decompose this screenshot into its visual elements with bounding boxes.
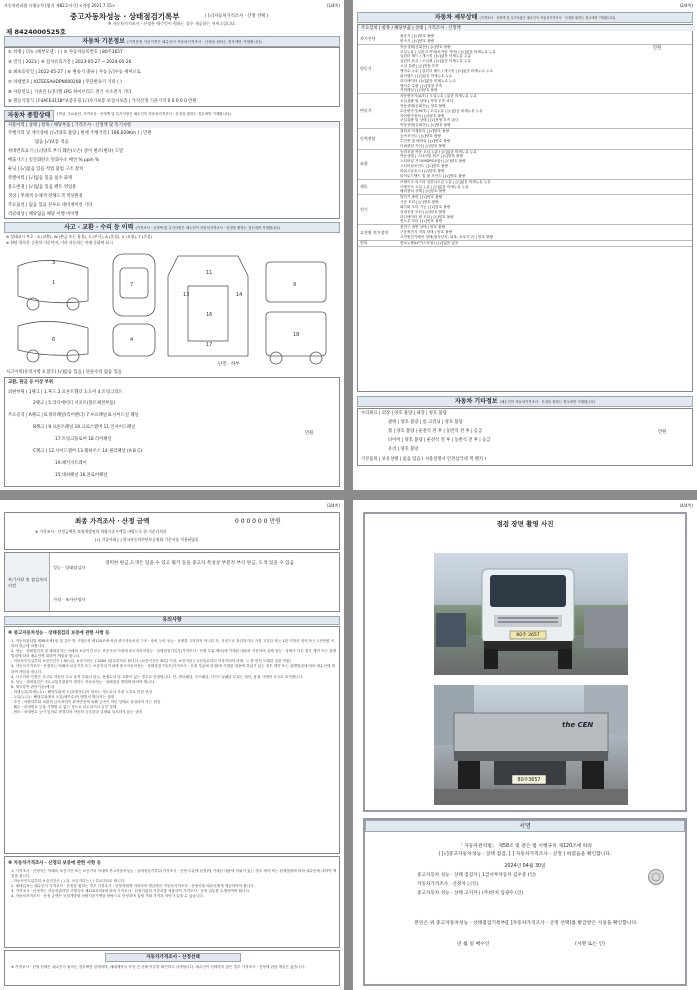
diagram-undercar-label: 단면 · 하부 (218, 362, 240, 366)
accident-section-title: 사고 · 교환 · 수리 등 이력 (64, 224, 134, 231)
exchange-head: 교환, 판금 등 이상 부위 (8, 380, 53, 385)
price-select-title: 자동차가격조사 · 산정선택 (105, 953, 241, 962)
detail-row: 클러치 어셈블리 | [√]양호 불량 (400, 129, 450, 134)
diagram-label: 18 (293, 332, 300, 338)
detail-row: 기어변속장치 | [√]양호 불량 (400, 113, 445, 118)
overall-row: 주행거리 및 계기상태 | [√]양호 불량 | 현재 주행거리 [ 186,029Km ] | 만원 (8, 131, 152, 136)
truck-rear-illustration (434, 685, 628, 805)
exchange-row: 2랭크 | 5.라디에이터 서포트(볼트체결부품) (33, 401, 116, 406)
diagram-label: 1 (52, 280, 56, 286)
diagram-label: 7 (130, 282, 134, 288)
final-price-box (4, 512, 340, 550)
notice-para: 1. 자동차관리법 제58조제1항 및 같은 법 시행규칙 제120조에 따라 중고자동차의 구조 · 장치 등의 성능 · 상태를 고지하지 아니한 자, 거짓으로 점검하거나 거짓 고지한 자는 1년 이하의 징역 또는 1천만원 이하의 벌금에 처합니다. (11, 639, 335, 649)
other-row: 기본품목 | 보유상태 | 없음 있음 ( 사용설명서 안전삼각대 잭 렌치 ) (361, 457, 487, 462)
detail-group-divider (358, 246, 692, 247)
price-unit: 만원 (305, 431, 314, 436)
detail-group-name: 동력전달 (360, 135, 376, 141)
other-row: 광택 | 양호 불량 | 룸 크리닝 | 양호 불량 (388, 420, 463, 425)
detail-row: 수동변속기(M/T) | 오일누유 | [√]없음 미세누유 누유 (400, 108, 483, 113)
photo-title: 점검 장면 촬영 사진 (496, 520, 554, 528)
detail-row: 오일 유량 | [√]적정 부족 (400, 64, 439, 69)
exchange-row: 외판부위 | 1랭크 | 1.후드 2.프론트휀더 3.도어 4.트렁크리드 (8, 390, 123, 395)
price-unit: 만원 (653, 46, 662, 51)
exchange-row: C랭크 | 12.사이드멤버 13.휠하우스 14.필러패널 (A B C) (33, 449, 143, 454)
price-unit: 만원 (658, 430, 667, 435)
subtitle: ※ 자동차가격조사 · 산정은 매수인이 원하는 경우 제공하는 서비스입니다. (107, 21, 237, 26)
detail-row: 시동 모터 | [√]양호 불량 (400, 200, 439, 205)
page-number: (4/4쪽) (679, 503, 693, 508)
price-select-box (4, 950, 340, 986)
final-price-note-2: [√] 기술사회 [ ] 한국자동차진단보증협회 기준서를 적용하였음 (95, 537, 199, 542)
diagram-label: 9 (293, 282, 297, 288)
notice-para: 3. 자동차가격조사 · 산정자는 아래의 보증기간 또는 보증거리 이내에 중고자동차성능 · 상태점검기록부(가격조사 · 산정 부분에 한정)에 기재된 내용에 허위가 있는 경우 계약 또는 관계법령에 따라 매수인에 대하여 책임을 집니다. (11, 664, 336, 674)
detail-group-name: 고전원 전기장치 (360, 229, 389, 235)
signer-inspector: 중고자동차 성능 · 상태 점검자 | 1급서부자동차 김우중 (인) (417, 873, 536, 878)
detail-group-name: 조향 (360, 161, 368, 167)
detail-group-name: 연료 (360, 240, 368, 246)
overall-row: 차대번호표기 | [√]양호 부식 훼손(오손) 상이 변조(변타) 도말 (8, 149, 124, 154)
detail-group-name: 제동 (360, 183, 368, 189)
page-number: (1/4쪽) (326, 3, 340, 8)
notice-head: ※ 중고자동차성능 · 상태점검의 보증에 관한 사항 등 (8, 631, 110, 636)
detail-head: 주요장치 | 항목 / 해당부품 | 상태 | 가격조사 · 산정액 (358, 25, 695, 31)
detail-row: 작동상태(공회전) | 양호 불량 (400, 103, 446, 108)
exchange-row: 19.패키지트레이 (55, 461, 87, 466)
signature-frame (363, 818, 687, 986)
inspection-photo-front (434, 553, 628, 675)
detail-row: 충전구 절연 상태 | 양호 불량 (400, 225, 446, 230)
detail-row: 고전원전기배선 상태(접속단자, 피복, 보호기구) | 양호 불량 (400, 235, 493, 239)
final-price-title: 최종 가격조사 · 산정 금액 (75, 517, 150, 525)
basic-row: ⑦ 차대번호 | KLTEESAHDPN000208 | 무단변속기 기타 ( ) (8, 80, 122, 85)
price-para: 1. 가격조사 · 산정자는 아래의 보증기간 또는 보증거리 이내에 중고자동차성능 · 상태점검기록부(가격조사 · 산정 부분에 한정)에 기재된 내용에 허위가 있는 경우 계약 또는 관계법령에 따라 매수인에 대하여 책임을 집니다. (11, 869, 337, 879)
basic-row: ⑨ 원동기형식 | F4AFE411B*보증유형 [√]자가보증 보험사보증 | 가격산정 기준가격 0 0 0 0 0 만원 (8, 99, 197, 104)
notice-para: 4. 사고이력 인정은 사고로 자동차 주요 골격 부위의 판금, 용접수리 및 교환이 있는 경우로 한정합니다. 단, 쿼터패널, 루프패널, 사이드실패널 부위는 절단, 용접 시에만 사고로 표기합니다. (11, 674, 304, 679)
page-number: (2/4쪽) (679, 3, 693, 8)
other-info-table (357, 408, 693, 466)
accident-legend-2: ※ 하단 항목은 승용차 기준이며, 기타 자동차는 이에 준하여 표시 (6, 240, 113, 245)
detail-row: 와이퍼 모터 기능 | [√]양호 불량 (400, 204, 451, 209)
basic-info-section (4, 36, 340, 47)
overall-head: 사용이력 | 상태 | 항목 / 해당부품 | 가격조사 · 산정액 및 특기사항 (8, 122, 338, 128)
overall-row: 용도변경 | [√]없음 있음 렌트 영업용 (8, 185, 77, 190)
buyer-confirm-date: 년 월 일 매수인 (457, 942, 490, 947)
form-reference: 자동차관리법 시행규칙 [별지 제82호서식] <개정 2021.7.15> (4, 3, 116, 8)
overall-row: 배출가스 | 일산화탄소 탄화수소 매연 % ppm % (8, 158, 100, 163)
accident-legend: ※ 상태표시 부호 : X (교환), W (판금 또는 용접), C (부식), A (흠집), U (요철), T (손상) (6, 234, 153, 239)
detail-group-name: 변속기 (360, 108, 372, 114)
detail-group-name: 전기 (360, 206, 368, 212)
special-notes-label: 특기사항 및 점검자의 의견 (8, 577, 48, 588)
detail-row: 구동축전지 격리 상태 | 양호 불량 (400, 230, 453, 235)
detail-row: 원동기 | [√]양호 불량 (400, 34, 435, 38)
notice-para: - 자동차인도일부터 보증기간은 ( 30 )일, 보증거리는 ( 2000 )킬로미터로 합니다. (보증기간은 30일 이상, 보증거리는 2천킬로미터 이상이어야 하며, 그 중 먼저 도래한 것을 적용) (11, 659, 291, 664)
accident-history: 사고이력(유의사항 4 참조) [√]없음 있음 | 단순수리 없음 있음 (6, 370, 122, 375)
overall-row: 색상 | 무채색 유채색 전체도색 색상변경 (8, 194, 83, 199)
price-examiner-label: 가격 · 조사산정자 (53, 597, 86, 602)
inspector-label: 성능 · 상태점검자 (53, 565, 86, 570)
car-damage-diagram (8, 246, 336, 366)
signature-statement-1: 「 자동차관리법」 제58조 및 같은 법 시행규칙 제120조에 따라 (457, 844, 593, 849)
license-plate-rear: 80주3657 (517, 778, 541, 783)
notice-box (4, 626, 340, 854)
price-para: 4. 자동차가격조사 · 산정 금액은 보험개발원 차량기준가액을 바탕으로 산정하며 실제 거래 가격과 차이가 있을 수 있습니다. (11, 894, 204, 899)
basic-row: ⑧ 사용연료 | 가솔린 [√]디젤 LPG 하이브리드 전기 수소전기 기타 (8, 90, 132, 95)
page-4 (353, 500, 697, 990)
detail-row: 윈도우 모터 | [√]양호 불량 (400, 219, 443, 224)
detail-row: 냉각수 누수 | 실린더 헤드 / 개스킷 | [√]없음 미세누수 누수 (400, 68, 494, 73)
other-info-note: (매수인이 자동차가격조사 · 산정을 원하는 경우에만 기재합니다) (499, 400, 596, 404)
detail-row: 실린더 블록 / 오일팬 | [√]없음 미세누유 누유 (400, 59, 472, 64)
price-guarantee-head: ※ 자동차가격조사 · 산정의 보증에 관한 사항 등 (8, 861, 101, 866)
diagram-label: 14 (236, 292, 243, 298)
overall-section-title: 자동차 종합상태 (4, 110, 54, 121)
detail-row: 냉각수 수량 | [√]적정 부족 (400, 83, 443, 88)
notice-para: - 누유(누수) : 해당부위에서 오일(냉각수)이 맺혀서 떨어지는 상태 (11, 695, 114, 700)
diagram-label: 6 (52, 337, 56, 343)
diagram-label: 16 (206, 312, 213, 318)
basic-row: ③ 연식 | 2023 | ④ 검사유효기간 | 2023-05-27 ~ 2024-05-26 (8, 60, 132, 65)
other-row: 휠 | 양호 불량 | 운전석 전 후 | 동반석 전 후 | 응급 (388, 429, 483, 434)
accident-note: (가격조사 · 산정액 및 특기사항은 매수인이 자동차가격조사 · 산정을 원하는 경우에만 기재합니다) (135, 226, 280, 230)
price-para: 2. 매매업자는 매수인이 가격조사 · 산정을 원하는 경우 가격조사 · 산정자에게 의뢰하여 발급받은 자동차가격조사 · 산정서를 매수인에게 제공하여야 합니다. (11, 884, 255, 889)
exchange-row: 15.대쉬패널 16.플로어패널 (55, 473, 108, 478)
overall-row: 튜닝 | [√]없음 있음 적법 불법 구조 장치 (8, 167, 84, 172)
detail-table (357, 24, 693, 392)
detail-row: 오일유량 및 상태 | 적정 부족 과다 (400, 99, 454, 104)
basic-row: ① 차명 | 더뉴 (세부모델 : ) | ② 자동차등록번호 | 80주3657 (8, 50, 123, 55)
detail-row: 스티어링 기어(MDPS포함) | [√]양호 불량 (400, 159, 466, 164)
exchange-row: B랭크 | 9.프론트패널 10.크로스멤버 11.인사이드패널 (33, 425, 136, 430)
diagram-label: 17 (206, 342, 213, 348)
detail-row: 추진축 및 베어링 | [√]양호 불량 (400, 138, 451, 143)
signer-notifier: 중고자동차 성능 · 상태 고지자 | (주)한치 임광수 (인) (417, 891, 524, 896)
truck-logo: the CEN (562, 721, 594, 729)
signature-date: 2024년 04월 30일 (504, 864, 546, 869)
diagram-label: 4 (130, 337, 134, 343)
overall-note: (색상, 주요옵션, 가격조사 · 산정액 및 특기사항은 매수인이 자동차가격조사 · 산정을 원하는 경우에만 기재합니다) (57, 112, 231, 116)
detail-row: 작동상태 | 스티어링 펌프 | [√]양호 불량 (400, 154, 463, 159)
detail-title: 자동차 세부상태 (434, 14, 478, 21)
basic-info-table (4, 47, 340, 107)
price-para: - 자동차인도일부터 보증기간은 ( ) 일, 보증거리는 ( ) 킬로미터로 합니다. (11, 879, 126, 884)
basic-row: ⑤ 최초등록일 | 2022-05-27 | ⑥ 변속기 종류 | 자동 [√]수동 세미오토 (8, 70, 141, 75)
diagram-label: 13 (183, 292, 190, 298)
notice-title: 유의사항 (4, 616, 340, 625)
detail-row: 작동상태(공회전) | [√]양호 불량 (400, 123, 451, 128)
detail-note: (가격조사 · 산정액 및 특기사항은 매수인이 자동차가격조사 · 산정을 원하는 경우에만 기재합니다) (479, 16, 616, 20)
detail-row: 변속기 | [√]양호 불량 (400, 38, 435, 43)
buyer-confirm-text: 본인은 위 중고자동차성능 · 상태점검기록부([ ]자동차가격조사 · 산정 선택)를 발급받은 사실을 확인합니다. (414, 921, 638, 926)
detail-row: 커먼레일 | [√]양호 불량 (400, 88, 438, 93)
truck-front-illustration (434, 553, 628, 675)
accident-section (4, 222, 340, 233)
detail-section (357, 12, 693, 23)
special-notes-text: 경미한 판금,도색은 있을 수 있고 휠거 등을 중고자 특성상 부분적 부식 판금, 도색 있을 수 있음 (105, 561, 295, 566)
detail-row: 오일누유 | 실린더 커버(로커암 커버) | [√]없음 미세누유 누유 (400, 49, 496, 54)
detail-row: 라디에이터 팬 모터 | [√]양호 불량 (400, 214, 454, 219)
inspection-photo-rear (434, 685, 628, 805)
exchange-row: 17.트렁크플로어 18.리어패널 (55, 437, 112, 442)
detail-row: 오일유량 및 상태 | [√]적정 부족 과다 (400, 118, 459, 123)
detail-row: 연료누출(LP가스포함) | [√]없음 있음 (400, 240, 459, 245)
special-notes-box (4, 552, 340, 612)
overall-row: 많음 [√]보통 적음 (35, 140, 69, 145)
page-3 (0, 500, 344, 990)
detail-row: 라디에이터 | [√]없음 미세누수 누수 (400, 78, 457, 83)
detail-row: 자동변속기(A/T) | 오일누유 | 없음 미세누유 누유 (400, 94, 477, 99)
detail-row: 등속조인트 | [√]양호 불량 (400, 134, 441, 138)
detail-row: 실내송풍 모터 | [√]양호 불량 (400, 209, 446, 214)
notice-paragraphs (11, 639, 337, 853)
detail-row: 배력장치 상태 | [√]양호 불량 (400, 189, 446, 194)
notice-para: 6. 체크항목 판단기준(예시) (11, 684, 55, 689)
price-select-text: ※ 가격조사 · 산정 선택은 매수인이 원하는 경우에만 선택하며, 매매계약서 작성 전 선택 여부를 확인하고 서명합니다. 매수인이 선택하지 않은 경우 가격조사 · 산정에 관한 책임은 없습니다. (11, 965, 306, 969)
buyer-signature-field[interactable]: (서명 또는 인) (575, 942, 605, 947)
other-row: 유리 | 양호 불량 (388, 447, 419, 452)
other-row: 타이어 | 양호 불량 | 운전석 전 후 | 동반석 전 후 | 응급 (388, 438, 491, 443)
detail-row: 작동상태(공회전) | [√]양호 불량 (400, 44, 451, 49)
page-2 (353, 0, 697, 490)
price-guarantee-paragraphs (11, 869, 337, 947)
detail-row: 스티어링조인트 | [√]양호 불량 (400, 164, 448, 169)
signature-statement-2: ( [√]중고자동차성능 · 상태 점검, [ ] 자동차가격조사 · 산정 ) 하였음을 확인합니다. (438, 852, 612, 857)
overall-row: 특별이력 | [√]없음 있음 침수 화재 (8, 176, 73, 181)
detail-row: 디퍼렌셜 기어 | [√]양호 불량 (400, 143, 446, 148)
page-title: 중고자동차성능 · 상태점검기록부 (70, 12, 180, 21)
document-number: 제 8424000525호 (6, 28, 67, 36)
final-price-note: ※ 가격조사 · 산정금액은 보험개발원의 차량기준가액을 바탕으로 한 기준가격과 (35, 529, 167, 534)
detail-group-name: 원동기 (360, 65, 372, 71)
price-guarantee-box (4, 856, 340, 948)
signer-price-examiner: 자동차가격조사 · 산정자 | (인) (417, 882, 479, 887)
detail-row: 파워고압호스 | [√]양호 불량 (400, 168, 445, 173)
notice-para: 5. 성능 · 상태점검은 국토교통부장관이 정하는 자동차성능 · 상태점검 방법에 따라야 합니다. (11, 679, 156, 684)
price-para: 3. 가격조사 · 산정자는 자동차관리법 시행규칙 제120조의3에 따라 가격조사 · 산정기관의 기준서를 적용하여 가격조사 · 산정 업무를 수행하여야 합니다. (11, 889, 251, 894)
detail-row: 브레이크 마스터 실린더오일 누유 | [√]없음 미세누유 누유 (400, 179, 491, 184)
basic-info-note: (가격산정 기준가격은 매수인이 자동차가격조사 · 산정을 원하는 경우에만 기재합니다) (127, 40, 262, 44)
exchange-table (4, 377, 340, 487)
other-info-section (357, 396, 693, 407)
inspector-seal-icon (647, 868, 665, 886)
basic-info-title: 자동차 기본정보 (82, 38, 125, 45)
final-price-amount: 0 0 0 0 0 0 만원 (235, 518, 281, 525)
diagram-label: 11 (206, 270, 213, 276)
detail-row: 워터펌프 | [√]없음 미세누수 누수 (400, 73, 453, 78)
notice-para: - 미세누유(미세누수) : 해당부위에 오일(냉각수)이 비치는 정도로서 부품 노후로 인한 현상 (11, 689, 153, 694)
overall-row: 주요옵션 | 없음 있음 선루프 네비게이션 기타 (8, 203, 93, 208)
notice-para: 2. 성능 · 상태점검자 및 매매업자는 아래의 보증기간 또는 보증거리 이내에 중고자동차성능 · 상태점검기록부(가격조사 · 산정 부분 제외)에 기재된 내용과 자동차의 실제 성능 · 상태가 다른 경우 계약 또는 관계법령에 따라 매수인에 대하여 책임을 집니다. (11, 649, 337, 659)
notice-para: - 훼손 : 차대번호 등을 식별할 수 없는 정도로 파손되거나 긁힌 상태 (11, 705, 117, 710)
detail-row: 실린더 헤드 / 개스킷 | [√]없음 미세누유 누유 (400, 54, 472, 59)
diagram-label: 3 (52, 260, 56, 266)
overall-table (4, 121, 340, 219)
detail-row: 발전기 출력 | [√]양호 불량 (400, 195, 443, 200)
signature-title: 서명 (365, 820, 685, 832)
page-1 (0, 0, 344, 490)
page-number: (3/4쪽) (326, 503, 340, 508)
license-plate-front: 80주 3657 (516, 633, 540, 638)
detail-row: 동력조향 작동 오일 누유 | [√]없음 미세누유 누유 (400, 149, 477, 154)
detail-row: 타이로드엔드 및 볼 조인트 | [√]양호 불량 (400, 173, 466, 178)
overall-row: 리콜대상 | 해당없음 해당 이행 미이행 (8, 212, 79, 217)
notice-para: - 부식 : 차량하부와 외판의 금속표면이 화학반응에 의해 금속이 아닌 상태로 상실되어 가는 현상 (11, 700, 161, 705)
detail-group-name: 자기진단 (360, 35, 376, 41)
exchange-row: 주요골격 | A랭크 | 6.쿼터패널(리어펜더) 7.루프패널 8.사이드실 패널 (8, 413, 139, 418)
title-options: ( [√]자동차가격조사 · 산정 선택 ) (205, 14, 269, 19)
other-info-title: 자동차 기타정보 (454, 398, 498, 405)
notice-para: - 변조 : 차대번호 등이 임의로 변경되어 자동차 등록증과 실체와 일치하지 않는 상태 (11, 710, 142, 715)
other-row: 수리필요 | 외장 | 양호 불량 | 내장 | 양호 불량 (361, 411, 447, 416)
detail-row: 브레이크 오일 누유 | [√]없음 미세누유 누유 (400, 184, 469, 189)
